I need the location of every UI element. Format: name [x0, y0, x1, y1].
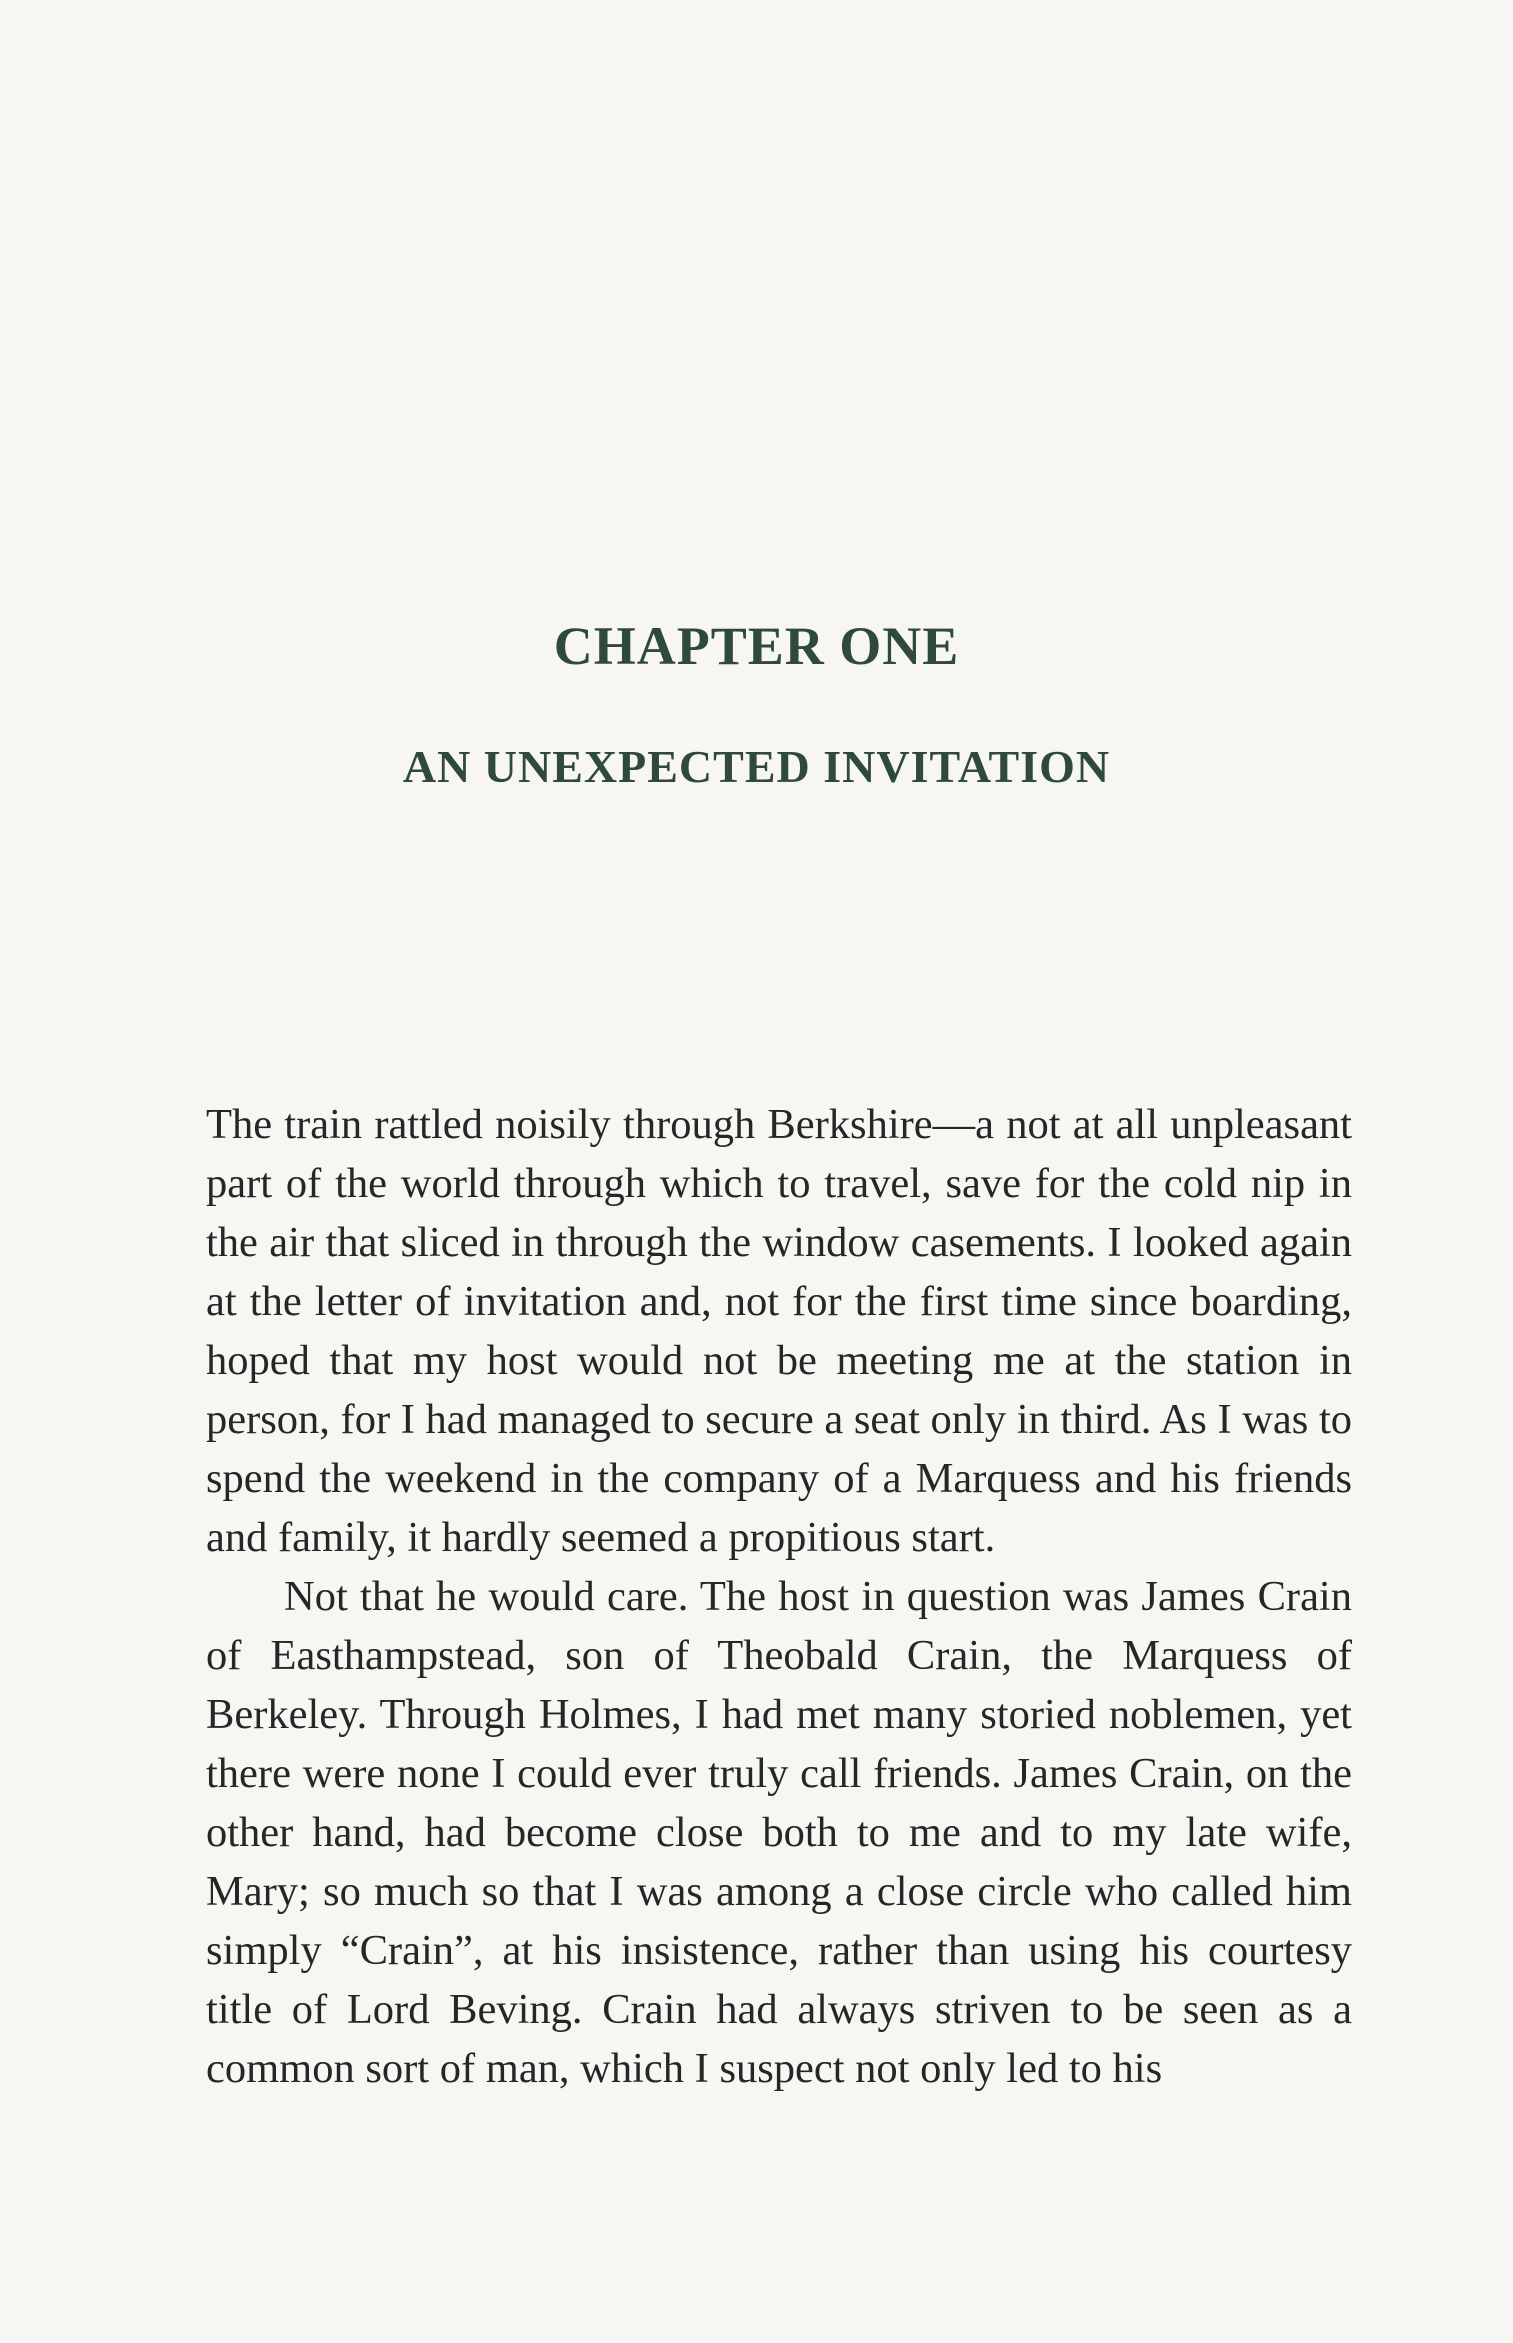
- chapter-number-heading: CHAPTER ONE: [553, 616, 960, 676]
- paragraph-2: Not that he would care. The host in question was James Crain of Easthampstead, son of Theobald Crain, the Marquess of Berkeley. Through Holmes, I had met many storied noblemen, yet there were none I could ever truly call friends. James Crain, on the other hand, had become close both to me and to my late wife, Mary; so much so that I was among a close circle who called him simply “Crain”, at his insistence, rather than using his courtesy title of Lord Beving. Crain had always striven to be seen as a common sort of man, which I suspect not only led to his: [206, 1573, 1352, 2092]
- paragraph-1: The train rattled noisily through Berkshire—a not at all unpleasant part of the world through which to travel, save for the cold nip in the air that sliced in through the window casements. I looked again at the letter of invitation and, not for the first time since boarding, hoped that my host would not be meeting me at the station in person, for I had managed to secure a seat only in third. As I was to spend the weekend in the company of a Marquess and his friends and family, it hardly seemed a propitious start.: [206, 1101, 1353, 1561]
- chapter-title-heading: AN UNEXPECTED INVITATION: [402, 741, 1111, 792]
- chapter-body: [206, 1095, 1352, 2098]
